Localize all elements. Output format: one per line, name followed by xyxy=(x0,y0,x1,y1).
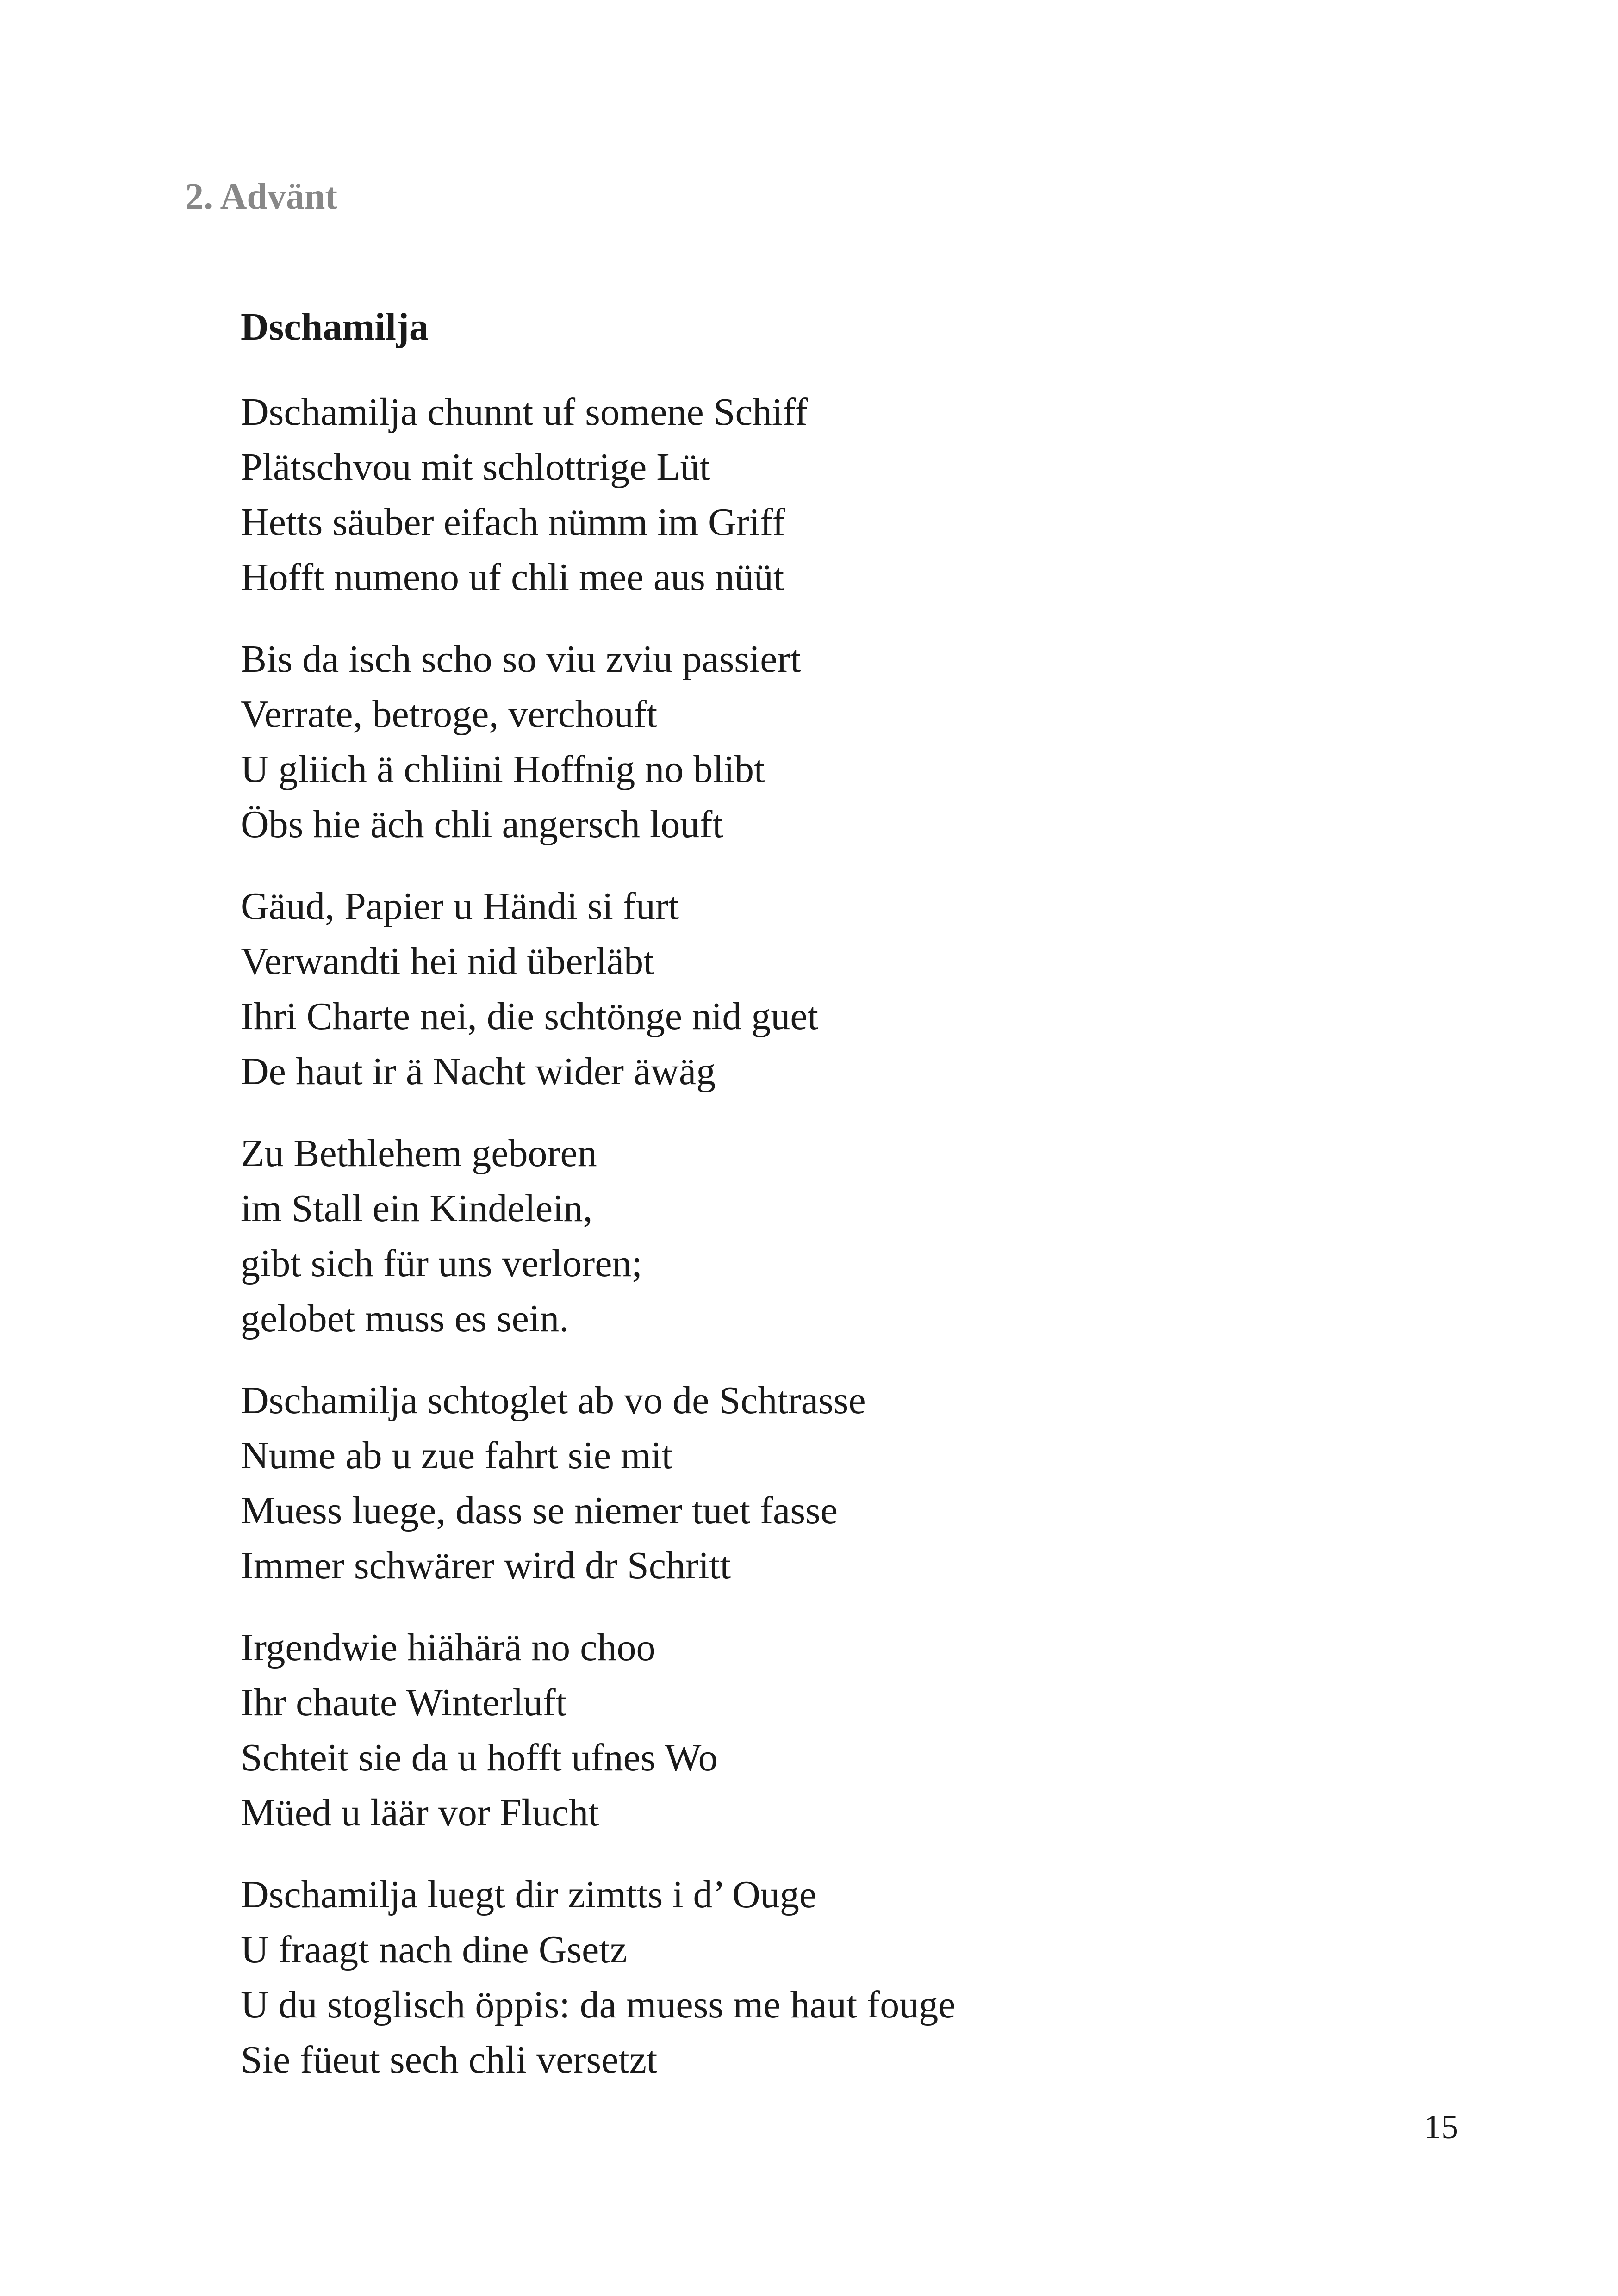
poem-line: Sie füeut sech chli versetzt xyxy=(241,2038,658,2081)
poem-line: Dschamilja schtoglet ab vo de Schtrasse xyxy=(241,1379,866,1422)
stanza xyxy=(241,1126,1490,1346)
stanza xyxy=(241,1867,1490,2087)
poem-line: Hetts säuber eifach nümm im Griff xyxy=(241,501,785,544)
poem-line: Irgendwie hiähärä no choo xyxy=(241,1626,656,1669)
poem-line: De haut ir ä Nacht wider äwäg xyxy=(241,1050,716,1093)
poem-line: Ihri Charte nei, die schtönge nid guet xyxy=(241,995,818,1038)
poem-title: Dschamilja xyxy=(241,305,429,348)
stanza xyxy=(241,632,1490,852)
poem-line: im Stall ein Kindelein, xyxy=(241,1187,593,1230)
poem-line: Öbs hie äch chli angersch louft xyxy=(241,803,723,846)
poem-line: Dschamilja chunnt uf somene Schiff xyxy=(241,391,808,434)
poem-line: Schteit sie da u hofft ufnes Wo xyxy=(241,1736,718,1779)
stanza xyxy=(241,385,1490,605)
poem-line: Immer schwärer wird dr Schritt xyxy=(241,1544,731,1587)
poem-line: gibt sich für uns verloren; xyxy=(241,1242,642,1285)
page-number: 15 xyxy=(1424,2108,1458,2146)
section-heading: 2. Advänt xyxy=(185,176,337,217)
poem-line: Ihr chaute Winterluft xyxy=(241,1681,567,1724)
poem-line: Gäud, Papier u Händi si furt xyxy=(241,885,679,928)
poem-line: gelobet muss es sein. xyxy=(241,1297,569,1340)
poem-line: Zu Bethlehem geboren xyxy=(241,1132,597,1175)
poem-line: Hofft numeno uf chli mee aus nüüt xyxy=(241,556,784,599)
poem-line: U fraagt nach dine Gsetz xyxy=(241,1928,627,1971)
poem-line: Müed u läär vor Flucht xyxy=(241,1791,599,1834)
poem-line: U du stoglisch öppis: da muess me haut fouge xyxy=(241,1983,956,2026)
poem-line: Verwandti hei nid überläbt xyxy=(241,940,654,983)
poem xyxy=(241,305,1490,2114)
poem-line: Verrate, betroge, verchouft xyxy=(241,693,658,736)
poem-line: Muess luege, dass se niemer tuet fasse xyxy=(241,1489,838,1532)
stanza xyxy=(241,1620,1490,1840)
stanza xyxy=(241,1373,1490,1593)
poem-line: U gliich ä chliini Hoffnig no blibt xyxy=(241,748,765,791)
poem-line: Plätschvou mit schlottrige Lüt xyxy=(241,446,710,489)
stanza xyxy=(241,879,1490,1099)
poem-line: Bis da isch scho so viu zviu passiert xyxy=(241,638,801,681)
poem-line: Nume ab u zue fahrt sie mit xyxy=(241,1434,673,1477)
poem-line: Dschamilja luegt dir zimtts i d’ Ouge xyxy=(241,1873,817,1916)
